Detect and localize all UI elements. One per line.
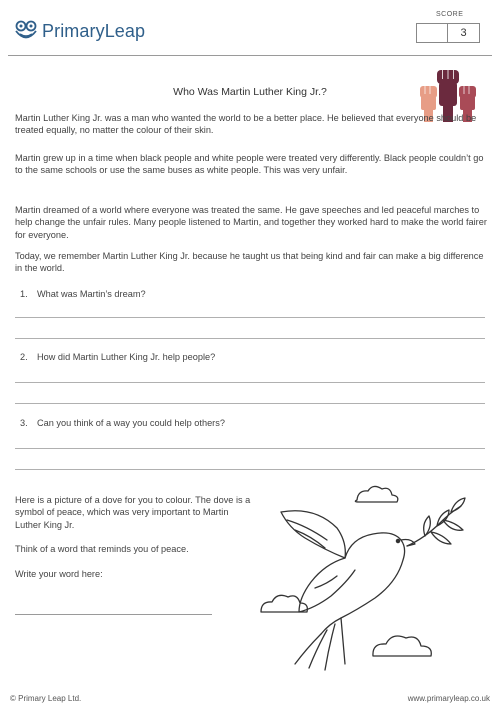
dove-intro-text: Here is a picture of a dove for you to colour. The dove is a symbol of peace, which was very important to Martin Luther King Jr. xyxy=(15,495,251,530)
paragraph-today: Today, we remember Martin Luther King Jr. because he taught us that being kind and fair can make a big difference in the world. xyxy=(15,251,484,274)
question-number: 1. xyxy=(20,289,28,299)
question-3 xyxy=(20,418,225,428)
footer-copyright: © Primary Leap Ltd. xyxy=(10,694,82,703)
answer-line[interactable] xyxy=(15,469,485,470)
score-value: 3 xyxy=(460,27,467,39)
score-label: SCORE xyxy=(436,11,464,18)
header-divider xyxy=(8,55,492,56)
question-text: What was Martin’s dream? xyxy=(37,289,146,299)
footer-website-link[interactable]: www.primaryleap.co.uk xyxy=(407,694,490,703)
question-2 xyxy=(20,352,215,362)
paragraph-growing-up: Martin grew up in a time when black people and white people were treated very differently. Black people couldn’t go to the same schools or use the same buses as white people. This was very unfair. xyxy=(15,153,484,176)
question-number: 3. xyxy=(20,418,28,428)
peace-word-prompt: Think of a word that reminds you of peace. xyxy=(15,544,189,554)
dove-illustration-icon xyxy=(255,478,470,678)
question-1 xyxy=(20,289,146,299)
score-input-cell[interactable] xyxy=(417,24,448,42)
question-text: How did Martin Luther King Jr. help people? xyxy=(37,352,216,362)
answer-line[interactable] xyxy=(15,338,485,339)
page-header xyxy=(0,0,500,56)
answer-line[interactable] xyxy=(15,448,485,449)
question-text: Can you think of a way you could help others? xyxy=(37,418,225,428)
write-word-label: Write your word here: xyxy=(15,569,103,579)
paragraph-intro: Martin Luther King Jr. was a man who wanted the world to be a better place. He believed that everyone should be treated equally, no matter the colour of their skin. xyxy=(15,113,477,136)
answer-line[interactable] xyxy=(15,403,485,404)
worksheet-title: Who Was Martin Luther King Jr.? xyxy=(173,86,327,98)
peace-word-answer-line[interactable] xyxy=(15,614,212,615)
paragraph-dream: Martin dreamed of a world where everyone was treated the same. He gave speeches and led peaceful marches to help change the unfair rules. Many people listened to Martin, and together they worked hard to make the world fairer for everyone. xyxy=(15,205,487,240)
answer-line[interactable] xyxy=(15,382,485,383)
brand-name: PrimaryLeap xyxy=(42,20,146,41)
question-number: 2. xyxy=(20,352,28,362)
brand-logo xyxy=(14,20,145,42)
frog-logo-icon xyxy=(14,20,38,42)
score-box xyxy=(416,23,480,43)
answer-line[interactable] xyxy=(15,317,485,318)
